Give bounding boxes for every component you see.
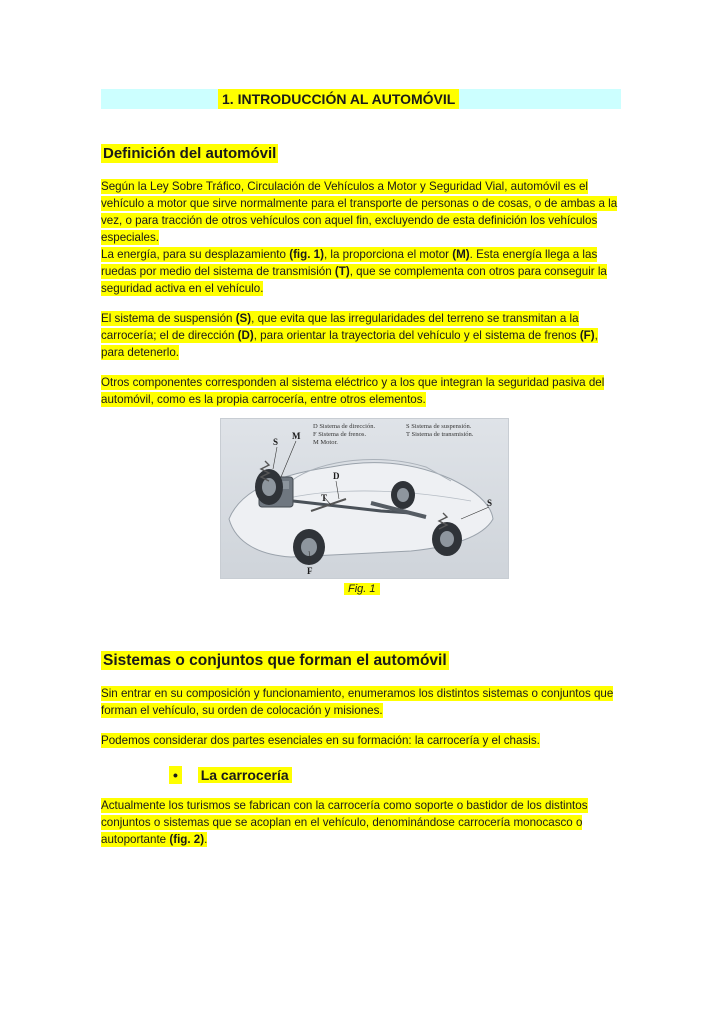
label-s-front: S [273,437,279,447]
direccion-ref: (D) [237,329,254,342]
paragraph-definicion [101,178,623,246]
paragraph-partes [101,732,623,749]
text-run: El sistema de suspensión [101,312,236,325]
paragraph-text: Sin entrar en su composición y funcionamiento, enumeramos los distintos sistemas o conjuntos que forman el vehículo, su orden de colocación y misiones. [101,687,614,717]
label-d: D [333,471,340,481]
paragraph-suspension [101,310,623,361]
bullet-icon: • [169,766,182,784]
car-illustration [221,419,508,578]
paragraph-carroceria [101,797,623,848]
legend-s: S Sistema de suspensión. [406,423,472,430]
heading-text: Definición del automóvil [103,145,277,162]
page-title: 1. INTRODUCCIÓN AL AUTOMÓVIL [218,89,459,109]
text-run: , la proporciona el motor [323,248,453,261]
rear-wheel [391,481,415,509]
section-heading-definicion [101,144,278,164]
bullet-carroceria [169,766,292,784]
heading-text: Sistemas o conjuntos que forman el automóvil [103,652,447,669]
paragraph-sistemas [101,685,623,719]
legend-f: F Sistema de frenos. [313,431,367,438]
suspension-ref: (S) [235,312,252,325]
fig-ref: (fig. 1) [289,248,324,261]
front-wheel-2 [293,529,325,565]
motor-ref: (M) [452,248,470,261]
car-systems-figure [220,418,509,579]
section-heading-sistemas [101,651,449,671]
text-run: , que se complementa con otros para conseguir la seguridad activa en el vehículo. [101,265,607,295]
frenos-ref: (F) [579,329,595,342]
paragraph-energia [101,246,623,297]
transmision-ref: (T) [334,265,350,278]
text-run: Actualmente los turismos se fabrican con la carrocería como soporte o bastidor de los distintos conjuntos o sistemas que se acoplan en el vehículo, denominándose carrocería monocasco o autoportante [101,799,588,846]
bullet-label: La carrocería [198,767,292,783]
rear-wheel-2 [432,522,462,556]
front-wheel [255,469,283,505]
text-run: . Esta energía llega a las ruedas por medio del sistema de transmisión [101,248,598,278]
legend-d: D Sistema de dirección. [313,423,376,430]
text-run: , para orientar la trayectoria del vehículo y el sistema de frenos [253,329,580,342]
fig2-ref: (fig. 2) [169,833,205,846]
legend-t: T Sistema de transmisión. [406,431,474,438]
label-f: F [307,566,313,576]
label-s-rear: S [487,498,493,508]
text-run: . [204,833,208,846]
paragraph-otros [101,374,623,408]
text-run: , para detenerlo. [101,329,598,359]
text-run: La energía, para su desplazamiento [101,248,290,261]
paragraph-text: Según la Ley Sobre Tráfico, Circulación de Vehículos a Motor y Seguridad Vial, automóvil es el vehículo a motor que sirve normalmente para el transporte de personas o de cosas, o de ambas a la vez, o para tracción de otros vehículos con aquel fin, excluyendo de esta definición los vehículos especiales. [101,180,618,244]
figure-caption: Fig. 1 [344,583,380,595]
label-t: T [321,493,328,503]
paragraph-text: Otros componentes corresponden al sistema eléctrico y a los que integran la seguridad pasiva del automóvil, como es la propia carrocería, entre otros elementos. [101,376,605,406]
text-run: , que evita que las irregularidades del terreno se transmitan a la carrocería; el de dirección [101,312,579,342]
paragraph-text: Podemos considerar dos partes esenciales en su formación: la carrocería y el chasis. [101,734,540,747]
label-m: M [292,431,301,441]
legend-m: M Motor. [313,439,338,446]
